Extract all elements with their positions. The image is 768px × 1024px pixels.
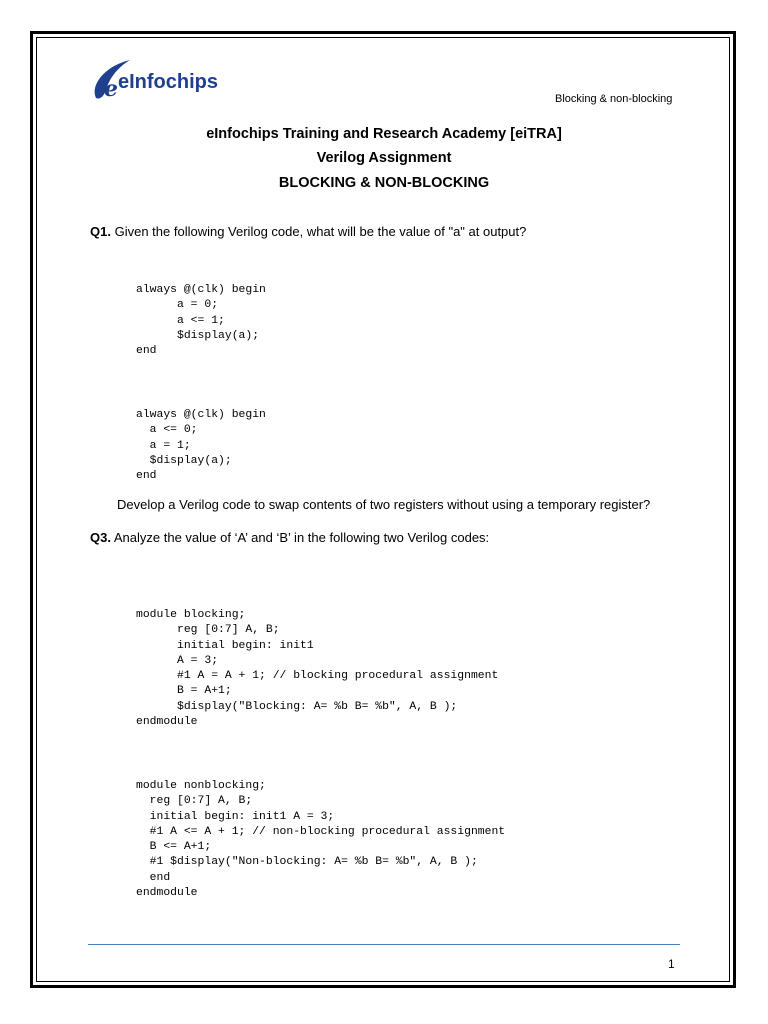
- q3-code-block-nonblocking: module nonblocking; reg [0:7] A, B; initial begin: init1 A = 3; #1 A <= A + 1; // non-blocking procedural assignment B <= A+1; #1 $display("Non-blocking: A= %b B= %b", A, B ); end endmodule: [136, 780, 506, 900]
- header-section-title: Blocking & non-blocking: [555, 93, 673, 105]
- question-3-label: Q3.: [90, 530, 111, 545]
- topic-title: BLOCKING & NON-BLOCKING: [278, 175, 490, 191]
- academy-title: eInfochips Training and Research Academy [eiTRA]: [206, 126, 562, 142]
- question-1-label: Q1.: [90, 224, 111, 239]
- page-number: 1: [668, 957, 675, 971]
- footer-divider: [88, 944, 680, 945]
- question-3: [90, 530, 489, 545]
- q1-code-block-1: always @(clk) begin a = 0; a <= 1; $display(a); end: [136, 284, 266, 358]
- svg-text:e: e: [104, 76, 118, 102]
- q3-code-block-blocking: module blocking; reg [0:7] A, B; initial begin: init1 A = 3; #1 A = A + 1; // blocking procedural assignment B = A+1; $display("Blocking: A= %b B= %b", A, B ); endmodule: [136, 609, 499, 729]
- einfochips-logo: [90, 56, 220, 104]
- logo-text: eInfochips: [118, 71, 219, 93]
- question-3-text: Analyze the value of ‘A’ and ‘B’ in the following two Verilog codes:: [113, 530, 490, 545]
- assignment-title: Verilog Assignment: [316, 150, 452, 166]
- question-2-text: Develop a Verilog code to swap contents of two registers without using a temporary register?: [117, 497, 651, 512]
- question-1-text: Given the following Verilog code, what will be the value of "a" at output?: [114, 224, 527, 239]
- q1-code-block-2: always @(clk) begin a <= 0; a = 1; $display(a); end: [136, 409, 266, 483]
- question-1: [90, 224, 526, 239]
